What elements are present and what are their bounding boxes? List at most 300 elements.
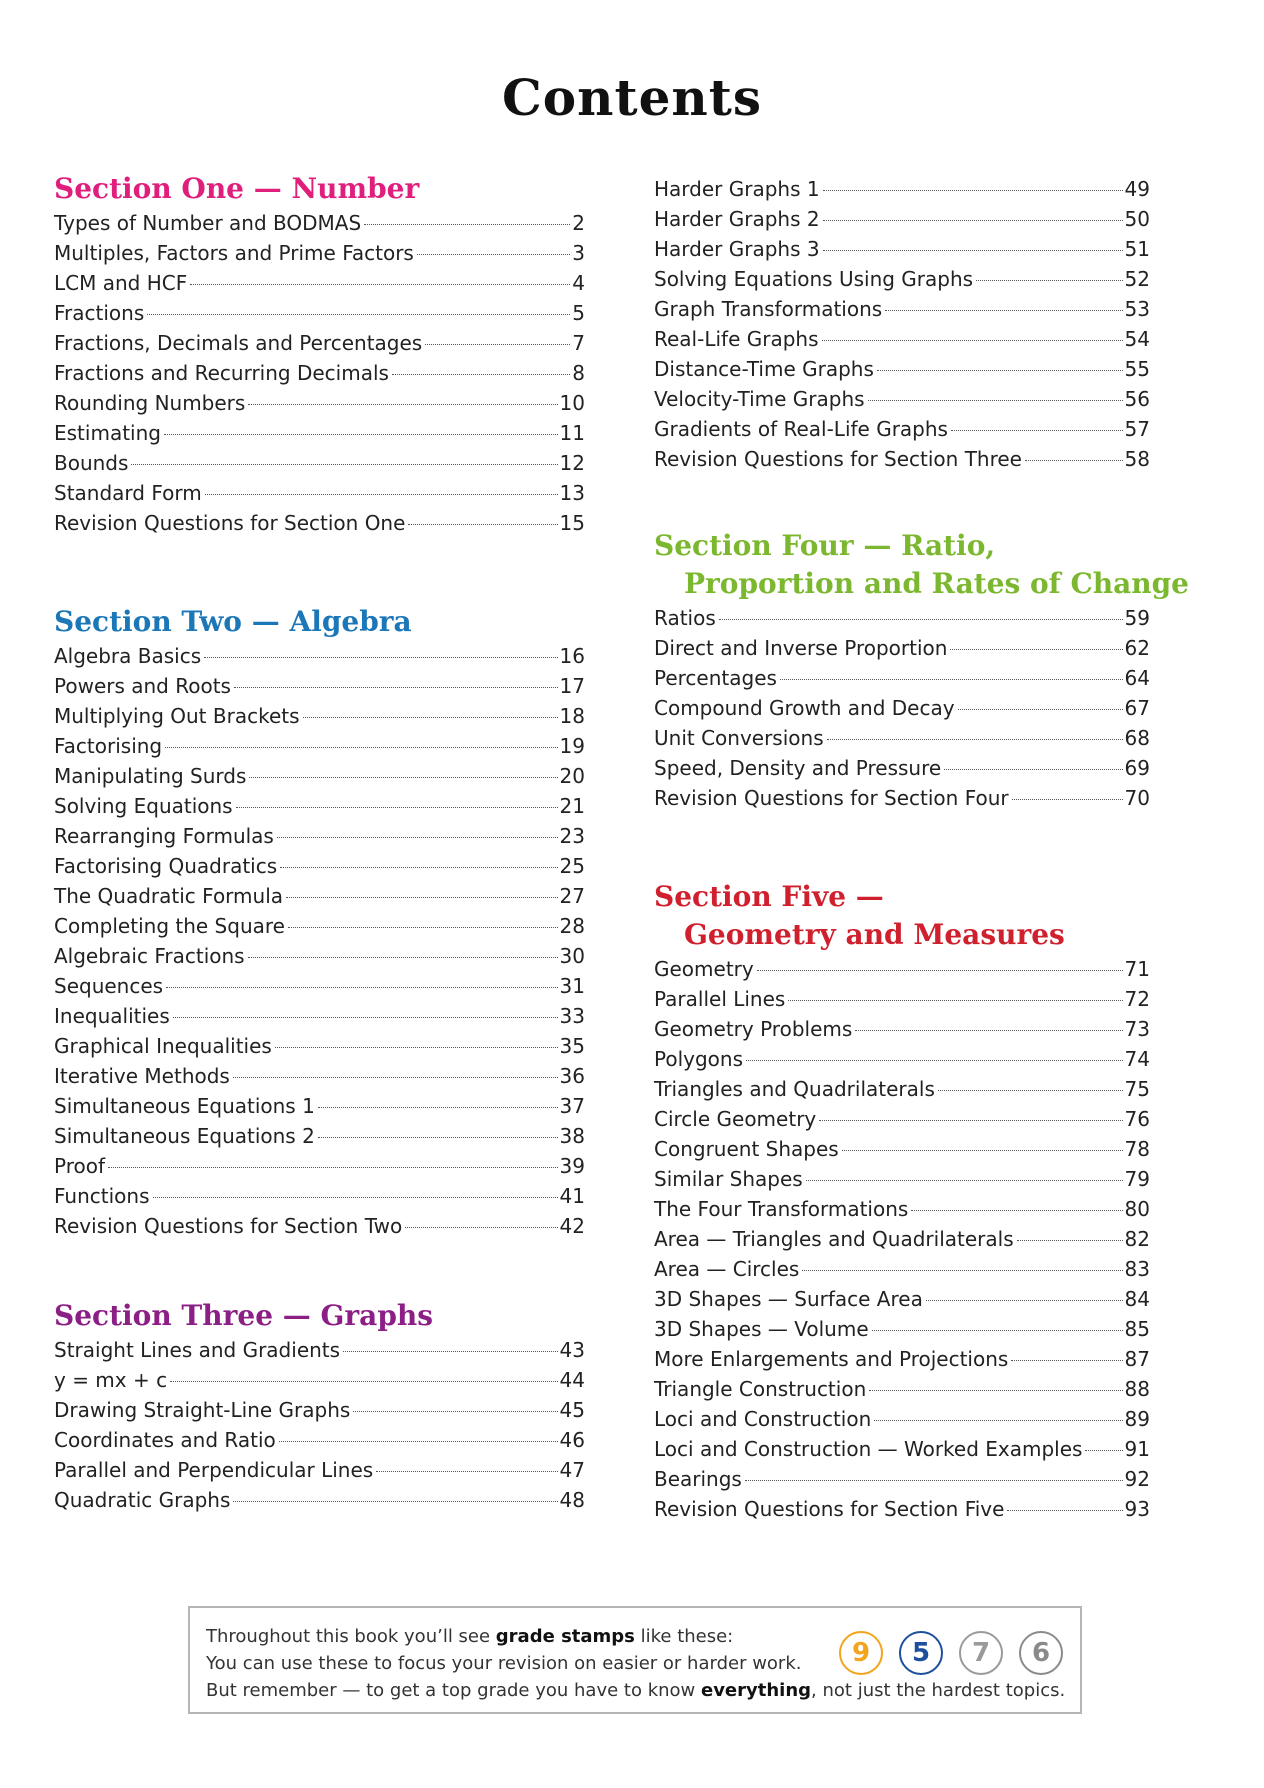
entry-page-number: 83 <box>1124 1257 1150 1281</box>
entry-label: Algebra Basics <box>54 644 202 668</box>
entry-label: The Quadratic Formula <box>54 884 284 908</box>
dot-leader <box>303 717 558 718</box>
section-heading-line: Proportion and Rates of Change <box>684 567 1189 600</box>
entry-page-number: 91 <box>1124 1437 1150 1461</box>
entry-page-number: 67 <box>1124 696 1150 720</box>
dot-leader <box>976 280 1122 281</box>
contents-entry[interactable] <box>654 264 1150 294</box>
entry-label: Completing the Square <box>54 914 285 938</box>
entry-label: Sequences <box>54 974 164 998</box>
entry-page-number: 21 <box>559 794 585 818</box>
entry-page-number: 37 <box>559 1094 585 1118</box>
entry-page-number: 55 <box>1124 357 1150 381</box>
dot-leader <box>1011 1360 1122 1361</box>
contents-entry[interactable] <box>654 324 1150 354</box>
entry-label: 3D Shapes — Volume <box>654 1317 869 1341</box>
dot-leader <box>164 434 558 435</box>
dot-leader <box>204 657 557 658</box>
stamp-grade: 9 <box>851 1638 871 1668</box>
dot-leader <box>745 1480 1123 1481</box>
entry-label: y = mx + c <box>54 1368 168 1392</box>
entry-page-number: 69 <box>1124 756 1150 780</box>
grade-stamp-icon <box>836 1628 886 1678</box>
entry-page-number: 38 <box>559 1124 585 1148</box>
dot-leader <box>872 1330 1123 1331</box>
stamp-grade: 6 <box>1031 1638 1051 1668</box>
contents-entry[interactable] <box>654 753 1150 783</box>
contents-entry[interactable] <box>54 298 585 328</box>
entry-label: Triangle Construction <box>654 1377 867 1401</box>
entry-page-number: 53 <box>1124 297 1150 321</box>
dot-leader <box>951 430 1123 431</box>
entry-page-number: 82 <box>1124 1227 1150 1251</box>
entry-page-number: 16 <box>559 644 585 668</box>
entry-label: Direct and Inverse Proportion <box>654 636 948 660</box>
dot-leader <box>279 1441 558 1442</box>
entry-page-number: 8 <box>572 361 585 385</box>
entry-page-number: 92 <box>1124 1467 1150 1491</box>
section-heading-line: Section Three — Graphs <box>54 1299 434 1332</box>
dot-leader <box>823 220 1123 221</box>
contents-entry[interactable] <box>654 1074 1150 1104</box>
contents-entry[interactable] <box>54 1211 585 1241</box>
dot-leader <box>249 777 557 778</box>
contents-entry[interactable] <box>54 1031 585 1061</box>
entry-label: Velocity-Time Graphs <box>654 387 865 411</box>
dot-leader <box>911 1210 1122 1211</box>
grade-stamp-icon <box>956 1628 1006 1678</box>
entry-page-number: 54 <box>1124 327 1150 351</box>
entry-label: Distance-Time Graphs <box>654 357 874 381</box>
entry-page-number: 17 <box>559 674 585 698</box>
section-heading-line: Section Two — Algebra <box>54 605 412 638</box>
entry-page-number: 87 <box>1124 1347 1150 1371</box>
entry-page-number: 46 <box>559 1428 585 1452</box>
contents-entry[interactable] <box>654 693 1150 723</box>
contents-entry[interactable] <box>654 663 1150 693</box>
entry-page-number: 93 <box>1124 1497 1150 1521</box>
contents-list <box>654 603 1150 813</box>
section-two <box>54 603 585 1241</box>
dot-leader <box>275 1047 558 1048</box>
contents-entry[interactable] <box>654 1014 1150 1044</box>
entry-page-number: 44 <box>559 1368 585 1392</box>
contents-entry[interactable] <box>654 204 1150 234</box>
dot-leader <box>165 747 557 748</box>
contents-entry[interactable] <box>54 208 585 238</box>
dot-leader <box>343 1351 557 1352</box>
dot-leader <box>746 1060 1123 1061</box>
contents-entry[interactable] <box>654 1224 1150 1254</box>
dot-leader <box>170 1381 557 1382</box>
entry-page-number: 5 <box>572 301 585 325</box>
contents-entry[interactable] <box>654 1194 1150 1224</box>
dot-leader <box>288 927 558 928</box>
dot-leader <box>190 284 570 285</box>
contents-entry[interactable] <box>654 1314 1150 1344</box>
entry-label: Revision Questions for Section One <box>54 511 406 535</box>
contents-entry[interactable] <box>654 633 1150 663</box>
entry-page-number: 39 <box>559 1154 585 1178</box>
contents-list <box>654 954 1150 1524</box>
contents-entry[interactable] <box>654 384 1150 414</box>
entry-label: Loci and Construction <box>654 1407 872 1431</box>
dot-leader <box>408 524 557 525</box>
entry-page-number: 88 <box>1124 1377 1150 1401</box>
entry-page-number: 79 <box>1124 1167 1150 1191</box>
entry-page-number: 11 <box>559 421 585 445</box>
entry-page-number: 33 <box>559 1004 585 1028</box>
entry-page-number: 30 <box>559 944 585 968</box>
entry-page-number: 84 <box>1124 1287 1150 1311</box>
entry-label: Drawing Straight-Line Graphs <box>54 1398 351 1422</box>
entry-page-number: 15 <box>559 511 585 535</box>
contents-entry[interactable] <box>54 1425 585 1455</box>
dot-leader <box>248 957 558 958</box>
contents-entry[interactable] <box>54 1001 585 1031</box>
entry-page-number: 75 <box>1124 1077 1150 1101</box>
entry-label: Ratios <box>654 606 716 630</box>
contents-list <box>54 208 585 538</box>
entry-label: LCM and HCF <box>54 271 188 295</box>
dot-leader <box>376 1471 557 1472</box>
dot-leader <box>823 190 1123 191</box>
dot-leader <box>842 1150 1123 1151</box>
contents-entry[interactable] <box>654 294 1150 324</box>
dot-leader <box>869 1390 1122 1391</box>
contents-entry[interactable] <box>54 508 585 538</box>
entry-label: Loci and Construction — Worked Examples <box>654 1437 1083 1461</box>
section-five <box>654 878 1150 1524</box>
entry-page-number: 56 <box>1124 387 1150 411</box>
contents-entry[interactable] <box>54 791 585 821</box>
contents-entry[interactable] <box>54 1151 585 1181</box>
entry-page-number: 62 <box>1124 636 1150 660</box>
entry-label: Inequalities <box>54 1004 170 1028</box>
dot-leader <box>280 867 557 868</box>
contents-entry[interactable] <box>54 238 585 268</box>
entry-page-number: 12 <box>559 451 585 475</box>
entry-label: Simultaneous Equations 1 <box>54 1094 315 1118</box>
entry-page-number: 78 <box>1124 1137 1150 1161</box>
entry-label: Area — Triangles and Quadrilaterals <box>654 1227 1014 1251</box>
contents-entry[interactable] <box>654 1434 1150 1464</box>
dot-leader <box>938 1090 1123 1091</box>
dot-leader <box>926 1300 1123 1301</box>
contents-entry[interactable] <box>54 641 585 671</box>
contents-entry[interactable] <box>654 783 1150 813</box>
entry-page-number: 58 <box>1124 447 1150 471</box>
contents-entry[interactable] <box>654 954 1150 984</box>
dot-leader <box>234 687 558 688</box>
contents-entry[interactable] <box>54 478 585 508</box>
entry-label: Parallel and Perpendicular Lines <box>54 1458 374 1482</box>
entry-label: Compound Growth and Decay <box>654 696 955 720</box>
entry-page-number: 4 <box>572 271 585 295</box>
entry-page-number: 7 <box>572 331 585 355</box>
contents-entry[interactable] <box>654 1494 1150 1524</box>
contents-entry[interactable] <box>654 1044 1150 1074</box>
entry-label: Factorising <box>54 734 163 758</box>
entry-page-number: 35 <box>559 1034 585 1058</box>
entry-page-number: 2 <box>572 211 585 235</box>
entry-page-number: 72 <box>1124 987 1150 1011</box>
contents-entry[interactable] <box>54 1455 585 1485</box>
dot-leader <box>944 769 1122 770</box>
dot-leader <box>286 897 558 898</box>
entry-page-number: 43 <box>559 1338 585 1362</box>
dot-leader <box>877 370 1123 371</box>
section-heading-line: Section Four — Ratio, <box>654 529 996 562</box>
entry-label: Unit Conversions <box>654 726 824 750</box>
entry-page-number: 25 <box>559 854 585 878</box>
contents-entry[interactable] <box>654 603 1150 633</box>
entry-label: Congruent Shapes <box>654 1137 839 1161</box>
contents-entry[interactable] <box>54 701 585 731</box>
entry-label: The Four Transformations <box>654 1197 909 1221</box>
dot-leader <box>147 314 570 315</box>
section-three-continued <box>654 174 1150 474</box>
stamp-grade: 7 <box>971 1638 991 1668</box>
dot-leader <box>868 400 1123 401</box>
entry-label: Graph Transformations <box>654 297 883 321</box>
entry-label: Revision Questions for Section Five <box>654 1497 1005 1521</box>
section-three <box>54 1297 585 1515</box>
entry-label: Graphical Inequalities <box>54 1034 272 1058</box>
entry-label: Geometry <box>654 957 754 981</box>
dot-leader <box>885 310 1122 311</box>
entry-label: Circle Geometry <box>654 1107 817 1131</box>
contents-entry[interactable] <box>654 444 1150 474</box>
contents-entry[interactable] <box>54 1485 585 1515</box>
contents-entry[interactable] <box>54 358 585 388</box>
entry-page-number: 47 <box>559 1458 585 1482</box>
entry-page-number: 71 <box>1124 957 1150 981</box>
section-heading <box>654 878 1150 954</box>
contents-entry[interactable] <box>54 1181 585 1211</box>
contents-entry[interactable] <box>54 761 585 791</box>
entry-label: Speed, Density and Pressure <box>654 756 942 780</box>
entry-label: Parallel Lines <box>654 987 786 1011</box>
contents-entry[interactable] <box>54 328 585 358</box>
dot-leader <box>131 464 557 465</box>
entry-page-number: 70 <box>1124 786 1150 810</box>
note-line-2: You can use these to focus your revision on easier or harder work. <box>206 1653 802 1674</box>
contents-entry[interactable] <box>654 234 1150 264</box>
entry-page-number: 89 <box>1124 1407 1150 1431</box>
entry-page-number: 10 <box>559 391 585 415</box>
contents-entry[interactable] <box>654 1164 1150 1194</box>
dot-leader <box>1017 1240 1123 1241</box>
entry-page-number: 36 <box>559 1064 585 1088</box>
dot-leader <box>958 709 1123 710</box>
section-heading-line: Geometry and Measures <box>684 918 1065 951</box>
entry-label: Fractions and Recurring Decimals <box>54 361 389 385</box>
dot-leader <box>802 1270 1122 1271</box>
dot-leader <box>1085 1450 1122 1451</box>
entry-page-number: 57 <box>1124 417 1150 441</box>
entry-page-number: 64 <box>1124 666 1150 690</box>
entry-page-number: 18 <box>559 704 585 728</box>
entry-label: Real-Life Graphs <box>654 327 819 351</box>
dot-leader <box>205 494 558 495</box>
entry-page-number: 80 <box>1124 1197 1150 1221</box>
contents-entry[interactable] <box>54 1335 585 1365</box>
contents-entry[interactable] <box>654 1254 1150 1284</box>
note-line-1: Throughout this book you’ll see grade stamps like these: <box>206 1626 734 1647</box>
dot-leader <box>1007 1510 1122 1511</box>
entry-label: Multiples, Factors and Prime Factors <box>54 241 414 265</box>
entry-label: Powers and Roots <box>54 674 231 698</box>
dot-leader <box>318 1107 558 1108</box>
entry-label: 3D Shapes — Surface Area <box>654 1287 923 1311</box>
dot-leader <box>827 739 1123 740</box>
contents-entry[interactable] <box>654 1464 1150 1494</box>
entry-page-number: 31 <box>559 974 585 998</box>
contents-entry[interactable] <box>54 418 585 448</box>
dot-leader <box>277 837 558 838</box>
dot-leader <box>819 1120 1122 1121</box>
entry-label: Quadratic Graphs <box>54 1488 231 1512</box>
entry-label: Gradients of Real-Life Graphs <box>654 417 948 441</box>
entry-page-number: 68 <box>1124 726 1150 750</box>
grade-stamp-icon <box>896 1628 946 1678</box>
entry-page-number: 41 <box>559 1184 585 1208</box>
entry-label: Manipulating Surds <box>54 764 247 788</box>
contents-entry[interactable] <box>54 671 585 701</box>
entry-label: Rounding Numbers <box>54 391 246 415</box>
contents-entry[interactable] <box>654 1284 1150 1314</box>
contents-entry[interactable] <box>654 984 1150 1014</box>
dot-leader <box>233 1501 557 1502</box>
entry-page-number: 19 <box>559 734 585 758</box>
contents-entry[interactable] <box>654 1134 1150 1164</box>
section-heading <box>54 603 585 641</box>
entry-label: Bearings <box>654 1467 742 1491</box>
contents-entry[interactable] <box>54 731 585 761</box>
contents-entry[interactable] <box>654 354 1150 384</box>
dot-leader <box>108 1167 558 1168</box>
contents-list <box>654 174 1150 474</box>
section-heading-line: Section One — Number <box>54 172 420 205</box>
dot-leader <box>855 1030 1122 1031</box>
contents-entry[interactable] <box>54 448 585 478</box>
contents-entry[interactable] <box>654 1374 1150 1404</box>
entry-page-number: 23 <box>559 824 585 848</box>
contents-entry[interactable] <box>654 723 1150 753</box>
entry-label: Standard Form <box>54 481 202 505</box>
contents-entry[interactable] <box>54 1365 585 1395</box>
page-title: Contents <box>501 68 762 127</box>
entry-page-number: 28 <box>559 914 585 938</box>
contents-entry[interactable] <box>654 1404 1150 1434</box>
contents-list <box>54 1335 585 1515</box>
dot-leader <box>392 374 570 375</box>
contents-entry[interactable] <box>54 941 585 971</box>
entry-label: Geometry Problems <box>654 1017 853 1041</box>
entry-label: Harder Graphs 1 <box>654 177 820 201</box>
entry-label: Area — Circles <box>654 1257 800 1281</box>
entry-label: Straight Lines and Gradients <box>54 1338 341 1362</box>
dot-leader <box>950 649 1122 650</box>
entry-page-number: 13 <box>559 481 585 505</box>
contents-entry[interactable] <box>654 414 1150 444</box>
entry-page-number: 48 <box>559 1488 585 1512</box>
contents-entry[interactable] <box>54 1091 585 1121</box>
entry-label: Similar Shapes <box>654 1167 803 1191</box>
entry-label: Coordinates and Ratio <box>54 1428 276 1452</box>
dot-leader <box>353 1411 557 1412</box>
section-heading-line: Section Five — <box>654 880 884 913</box>
dot-leader <box>1025 460 1123 461</box>
contents-entry[interactable] <box>54 821 585 851</box>
dot-leader <box>417 254 570 255</box>
section-heading <box>654 527 1189 603</box>
dot-leader <box>166 987 557 988</box>
entry-label: Triangles and Quadrilaterals <box>654 1077 935 1101</box>
entry-label: Harder Graphs 2 <box>654 207 820 231</box>
contents-entry[interactable] <box>654 1104 1150 1134</box>
contents-entry[interactable] <box>54 881 585 911</box>
contents-entry[interactable] <box>654 174 1150 204</box>
entry-page-number: 85 <box>1124 1317 1150 1341</box>
entry-label: Solving Equations <box>54 794 233 818</box>
dot-leader <box>823 250 1123 251</box>
contents-entry[interactable] <box>54 911 585 941</box>
entry-page-number: 50 <box>1124 207 1150 231</box>
entry-label: Revision Questions for Section Two <box>54 1214 403 1238</box>
section-four <box>654 527 1189 813</box>
contents-entry[interactable] <box>54 1395 585 1425</box>
contents-entry[interactable] <box>54 268 585 298</box>
grade-stamp-icon <box>1016 1628 1066 1678</box>
entry-label: Algebraic Fractions <box>54 944 245 968</box>
dot-leader <box>233 1077 558 1078</box>
note-line-3: But remember — to get a top grade you have to know everything, not just the hardest topics. <box>206 1680 1066 1701</box>
contents-entry[interactable] <box>54 1061 585 1091</box>
contents-entry[interactable] <box>54 971 585 1001</box>
entry-label: Revision Questions for Section Three <box>654 447 1022 471</box>
dot-leader <box>788 1000 1122 1001</box>
entry-page-number: 52 <box>1124 267 1150 291</box>
dot-leader <box>405 1227 557 1228</box>
entry-page-number: 49 <box>1124 177 1150 201</box>
entry-label: Fractions <box>54 301 145 325</box>
contents-entry[interactable] <box>54 851 585 881</box>
dot-leader <box>719 619 1123 620</box>
entry-label: Fractions, Decimals and Percentages <box>54 331 423 355</box>
grade-stamps <box>836 1628 1066 1678</box>
entry-label: Multiplying Out Brackets <box>54 704 300 728</box>
dot-leader <box>806 1180 1123 1181</box>
entry-label: More Enlargements and Projections <box>654 1347 1009 1371</box>
entry-label: Factorising Quadratics <box>54 854 278 878</box>
dot-leader <box>318 1137 558 1138</box>
contents-entry[interactable] <box>654 1344 1150 1374</box>
entry-label: Polygons <box>654 1047 744 1071</box>
entry-label: Solving Equations Using Graphs <box>654 267 974 291</box>
entry-label: Rearranging Formulas <box>54 824 274 848</box>
dot-leader <box>425 344 570 345</box>
dot-leader <box>1012 799 1123 800</box>
section-heading <box>54 1297 585 1335</box>
entry-page-number: 73 <box>1124 1017 1150 1041</box>
contents-entry[interactable] <box>54 388 585 418</box>
dot-leader <box>236 807 558 808</box>
entry-label: Bounds <box>54 451 129 475</box>
dot-leader <box>822 340 1123 341</box>
contents-entry[interactable] <box>54 1121 585 1151</box>
